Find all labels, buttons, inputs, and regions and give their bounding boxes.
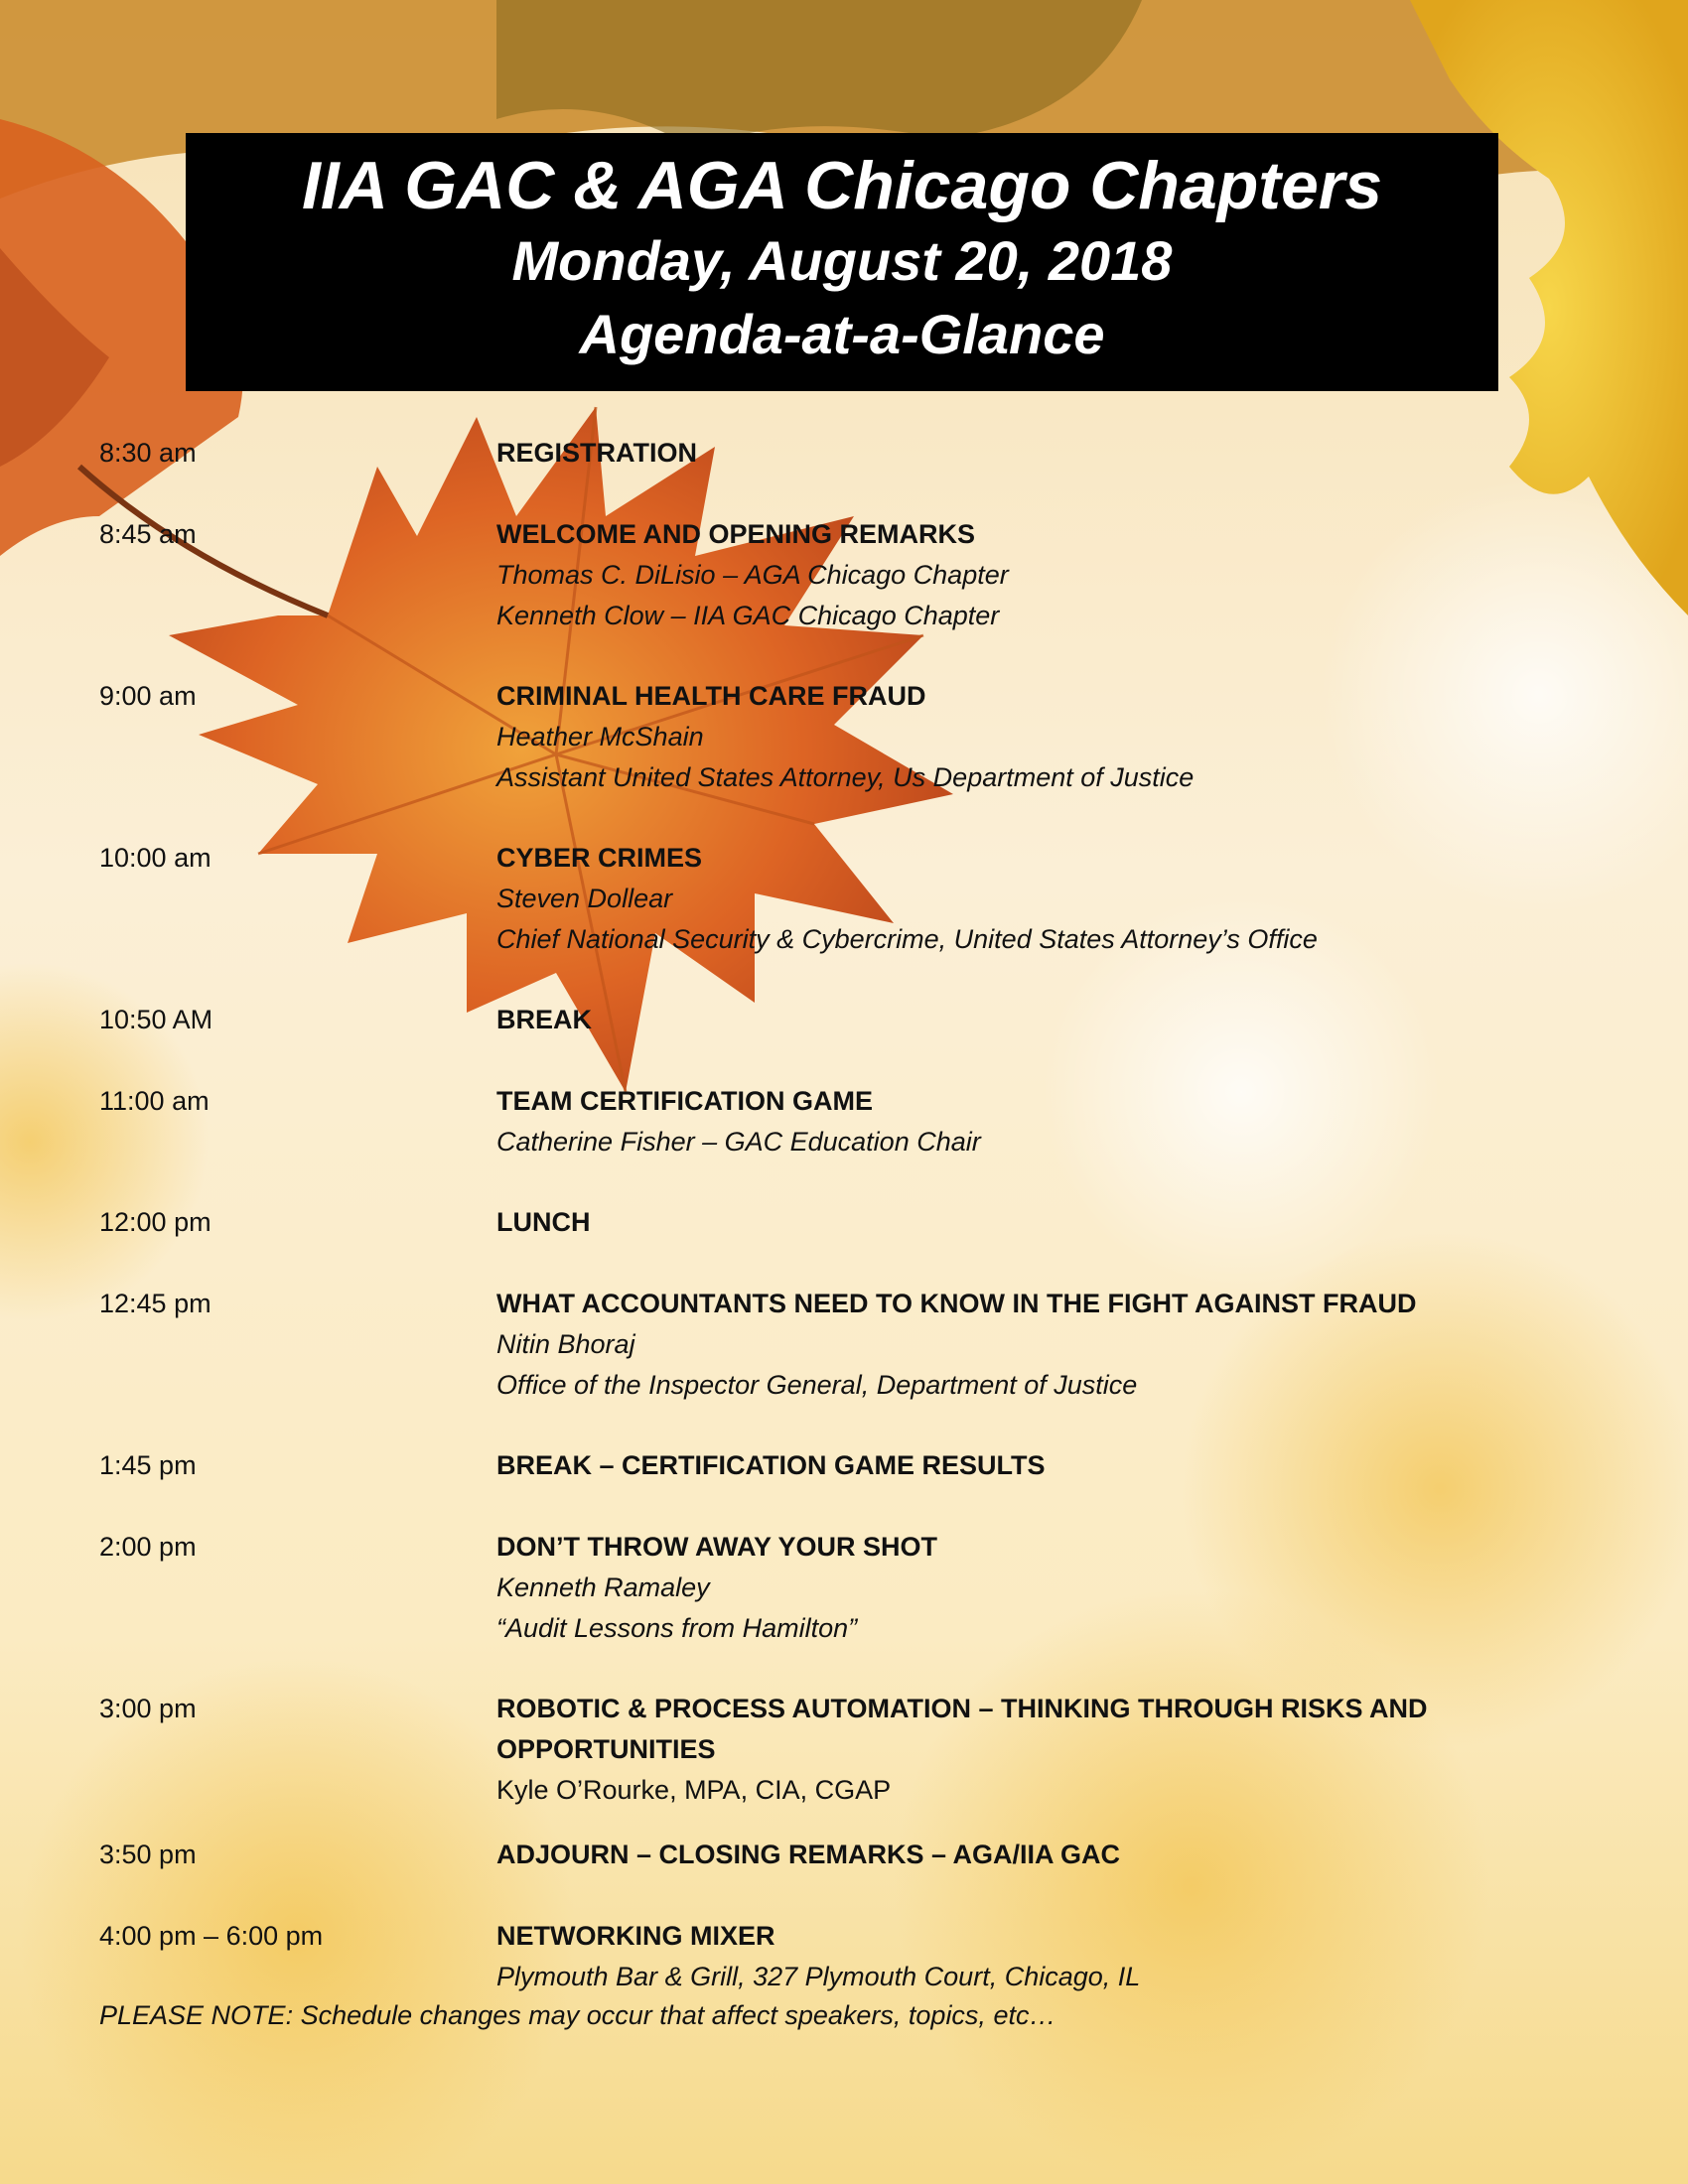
agenda-content [496, 433, 1589, 474]
speaker: Heather McShain [496, 722, 704, 751]
session-title: ADJOURN – CLOSING REMARKS – AGA/IIA GAC [496, 1840, 1121, 1869]
agenda-time: 10:00 am [99, 843, 211, 873]
agenda-content [496, 1284, 1589, 1406]
agenda-content [496, 1081, 1589, 1162]
agenda-content [496, 1445, 1589, 1486]
agenda-content [496, 1202, 1589, 1243]
agenda-time: 3:50 pm [99, 1840, 197, 1869]
agenda-time: 3:00 pm [99, 1694, 197, 1723]
event-date: Monday, August 20, 2018 [511, 229, 1173, 292]
speaker: Kenneth Ramaley [496, 1572, 710, 1602]
session-title: REGISTRATION [496, 438, 697, 468]
agenda-content [496, 514, 1589, 636]
agenda-time: 4:00 pm – 6:00 pm [99, 1921, 324, 1951]
session-title: WHAT ACCOUNTANTS NEED TO KNOW IN THE FIGHT AGAINST FRAUD [496, 1289, 1417, 1318]
agenda-time: 1:45 pm [99, 1450, 197, 1480]
session-title: BREAK [496, 1005, 593, 1034]
agenda-content [496, 1000, 1589, 1040]
agenda-time: 11:00 am [99, 1086, 210, 1116]
session-title: CYBER CRIMES [496, 843, 703, 873]
agenda-content [496, 676, 1589, 798]
speaker-role: Assistant United States Attorney, Us Department of Justice [496, 762, 1195, 792]
session-title: LUNCH [496, 1207, 591, 1237]
agenda-time: 12:00 pm [99, 1207, 211, 1237]
agenda-time: 12:45 pm [99, 1289, 211, 1318]
session-title: NETWORKING MIXER [496, 1921, 775, 1951]
agenda-time: 2:00 pm [99, 1532, 197, 1562]
speaker-role: Office of the Inspector General, Department of Justice [496, 1370, 1138, 1400]
session-title: ROBOTIC & PROCESS AUTOMATION – THINKING THROUGH RISKS AND [496, 1694, 1428, 1723]
session-title: WELCOME AND OPENING REMARKS [496, 519, 976, 549]
agenda-content [496, 1916, 1589, 1997]
schedule-note: PLEASE NOTE: Schedule changes may occur that affect speakers, topics, etc… [99, 2000, 1056, 2030]
session-title: TEAM CERTIFICATION GAME [496, 1086, 873, 1116]
agenda-subtitle: Agenda-at-a-Glance [579, 303, 1105, 365]
session-title-continued: OPPORTUNITIES [496, 1734, 716, 1764]
speaker: Catherine Fisher – GAC Education Chair [496, 1127, 981, 1157]
agenda-content [496, 1527, 1589, 1649]
speaker-role: Chief National Security & Cybercrime, United States Attorney’s Office [496, 924, 1318, 954]
agenda-content [496, 1835, 1589, 1875]
speaker: Kenneth Clow – IIA GAC Chicago Chapter [496, 601, 1000, 630]
speaker: Kyle O’Rourke, MPA, CIA, CGAP [496, 1775, 892, 1805]
agenda-time: 10:50 AM [99, 1005, 213, 1034]
speaker: Nitin Bhoraj [496, 1329, 635, 1359]
agenda-content [496, 1689, 1589, 1811]
talk-subtitle: “Audit Lessons from Hamilton” [496, 1613, 858, 1643]
speaker: Steven Dollear [496, 884, 673, 913]
event-title: IIA GAC & AGA Chicago Chapters [301, 148, 1383, 223]
header-banner [186, 133, 1498, 391]
venue: Plymouth Bar & Grill, 327 Plymouth Court, Chicago, IL [496, 1962, 1141, 1991]
agenda-time: 9:00 am [99, 681, 197, 711]
agenda-content [496, 838, 1589, 960]
session-title: DON’T THROW AWAY YOUR SHOT [496, 1532, 938, 1562]
speaker: Thomas C. DiLisio – AGA Chicago Chapter [496, 560, 1009, 590]
agenda-time: 8:45 am [99, 519, 197, 549]
session-title: BREAK – CERTIFICATION GAME RESULTS [496, 1450, 1046, 1480]
agenda-time: 8:30 am [99, 438, 197, 468]
session-title: CRIMINAL HEALTH CARE FRAUD [496, 681, 926, 711]
